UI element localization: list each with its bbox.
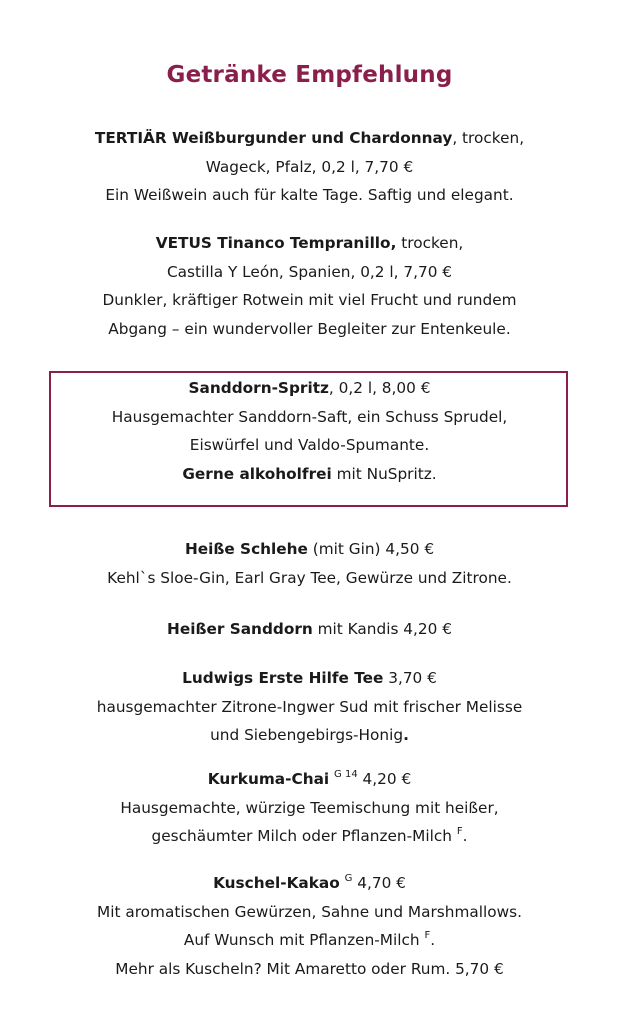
- item-description-text: geschäumter Milch oder Pflanzen-Milch: [151, 827, 452, 845]
- item-origin-price: Castilla Y León, Spanien, 0,2 l, 7,70 €: [166, 262, 453, 281]
- item-description-end: .: [403, 726, 409, 744]
- item-price: mit Kandis 4,20 €: [312, 620, 452, 638]
- item-attribute: trocken,: [396, 234, 464, 252]
- menu-item-heisse-schlehe: [20, 535, 599, 592]
- item-name: Kurkuma-Chai: [207, 770, 330, 788]
- item-description: Mit aromatischen Gewürzen, Sahne und Marshmallows.: [97, 902, 522, 921]
- menu-item-heisser-sanddorn: [20, 615, 599, 644]
- item-heading: [20, 535, 599, 564]
- allergen-marker: G: [344, 873, 353, 884]
- item-origin-price: Wageck, Pfalz, 0,2 l, 7,70 €: [205, 157, 414, 176]
- item-description: Abgang – ein wundervoller Begleiter zur Entenkeule.: [108, 319, 511, 338]
- item-heading: [20, 869, 599, 898]
- item-name: Ludwigs Erste Hilfe Tee: [182, 669, 384, 687]
- item-alt-name: Gerne alkoholfrei: [182, 464, 332, 483]
- item-description: [20, 822, 599, 851]
- item-description-text: Auf Wunsch mit Pflanzen-Milch: [183, 931, 420, 949]
- item-name: Heiße Schlehe: [184, 540, 308, 558]
- item-name: Heißer Sanddorn: [167, 620, 313, 638]
- allergen-marker: F: [456, 826, 463, 837]
- item-price: 4,70 €: [352, 874, 406, 892]
- item-heading: [20, 664, 599, 693]
- item-name: TERTIÄR Weißburgunder und Chardonnay: [94, 129, 453, 147]
- item-name: Sanddorn-Spritz: [188, 379, 329, 397]
- item-description-end: .: [462, 827, 468, 845]
- item-description: Hausgemachter Sanddorn-Saft, ein Schuss Sprudel,: [111, 407, 508, 426]
- menu-item-sanddorn-spritz: [20, 374, 599, 488]
- item-description-text: und Siebengebirgs-Honig: [210, 726, 404, 744]
- item-alternative: [20, 460, 599, 489]
- item-price: , 0,2 l, 8,00 €: [328, 379, 431, 397]
- item-heading: [20, 229, 599, 258]
- item-name: VETUS Tinanco Tempranillo,: [155, 234, 397, 252]
- menu-title: Getränke Empfehlung: [166, 62, 453, 88]
- item-price: (mit Gin) 4,50 €: [307, 540, 435, 558]
- item-description: hausgemachter Zitrone-Ingwer Sud mit frischer Melisse: [96, 697, 523, 716]
- menu-item-kurkuma-chai: [20, 765, 599, 851]
- menu-item-tertiar: [20, 124, 599, 210]
- item-name: Kuschel-Kakao: [213, 874, 340, 892]
- item-description-end: .: [430, 931, 436, 949]
- allergen-marker: G 14: [334, 769, 358, 780]
- menu-item-vetus: [20, 229, 599, 343]
- item-description: Mehr als Kuscheln? Mit Amaretto oder Rum. 5,70 €: [115, 959, 504, 978]
- item-heading: [20, 124, 599, 153]
- item-price: 4,20 €: [357, 770, 412, 788]
- item-description: Hausgemachte, würzige Teemischung mit heißer,: [120, 798, 499, 817]
- item-alt-text: mit NuSpritz.: [331, 464, 437, 483]
- menu-item-ludwigs-tee: [20, 664, 599, 750]
- item-description: Kehl`s Sloe-Gin, Earl Gray Tee, Gewürze und Zitrone.: [107, 568, 512, 587]
- item-heading: [20, 374, 599, 403]
- item-description: Dunkler, kräftiger Rotwein mit viel Frucht und rundem: [102, 291, 517, 309]
- item-price: 3,70 €: [383, 669, 437, 687]
- item-description: Ein Weißwein auch für kalte Tage. Saftig und elegant.: [105, 186, 514, 204]
- item-heading: [20, 615, 599, 644]
- item-description: [20, 926, 599, 955]
- item-heading: [20, 765, 599, 794]
- allergen-marker: F: [424, 930, 431, 941]
- item-attribute: , trocken,: [452, 129, 525, 147]
- item-description: Eiswürfel und Valdo-Spumante.: [189, 436, 430, 454]
- item-description: [20, 721, 599, 750]
- menu-item-kuschel-kakao: [20, 869, 599, 983]
